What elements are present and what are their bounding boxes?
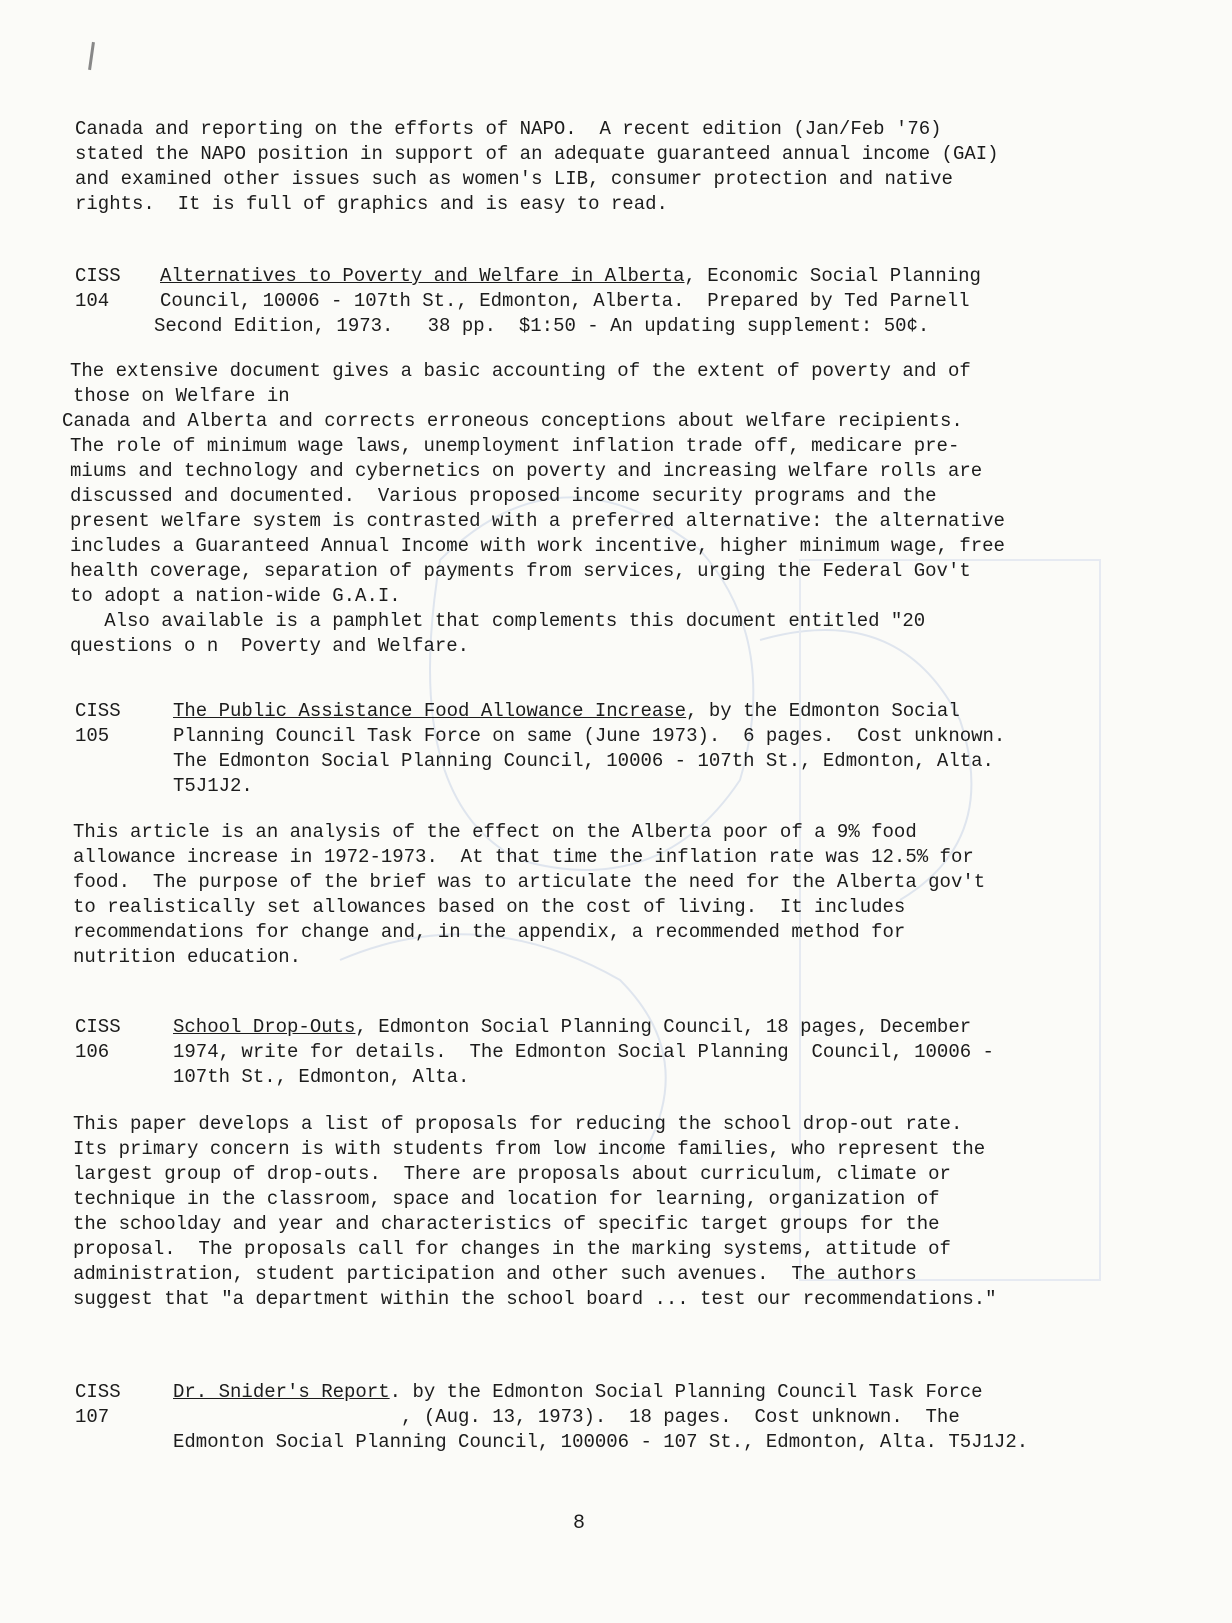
- text-line: The role of minimum wage laws, unemployment inflation trade off, medicare pre-: [70, 435, 960, 457]
- entry-title-rest: , Economic Social Planning: [684, 265, 981, 287]
- entry-description-106: [73, 1112, 997, 1312]
- text-line: technique in the classroom, space and location for learning, organization of: [73, 1188, 940, 1210]
- entry-title: Alternatives to Poverty and Welfare in Alberta: [160, 265, 685, 287]
- entry-code: CISS 106: [75, 1016, 121, 1063]
- text-line: nutrition education.: [73, 946, 302, 968]
- text-line: present welfare system is contrasted with a preferred alternative: the alternative: [70, 510, 1005, 532]
- citation-line: Second Edition, 1973. 38 pp. $1:50 - An updating supplement: 50¢.: [154, 315, 930, 337]
- text-line: Its primary concern is with students from low income families, who represent the: [73, 1138, 986, 1160]
- text-line: rights. It is full of graphics and is easy to read.: [75, 193, 668, 215]
- scan-mark: [88, 42, 95, 70]
- entry-code: CISS 104: [75, 265, 121, 312]
- text-line: Canada and Alberta and corrects erroneous conceptions about welfare recipients.: [62, 410, 963, 432]
- text-line: This article is an analysis of the effect on the Alberta poor of a 9% food: [73, 821, 917, 843]
- text-line: food. The purpose of the brief was to articulate the need for the Alberta gov't: [73, 871, 986, 893]
- text-line: largest group of drop-outs. There are proposals about curriculum, climate or: [73, 1163, 951, 1185]
- citation-line: T5J1J2.: [173, 775, 253, 797]
- text-line: allowance increase in 1972-1973. At that time the inflation rate was 12.5% for: [73, 846, 974, 868]
- text-line: miums and technology and cybernetics on poverty and increasing welfare rolls are: [70, 460, 983, 482]
- text-line: to adopt a nation-wide G.A.I.: [70, 585, 401, 607]
- text-line: This paper develops a list of proposals for reducing the school drop-out rate.: [73, 1113, 963, 1135]
- citation-line: The Edmonton Social Planning Council, 10006 - 107th St., Edmonton, Alta.: [173, 750, 994, 772]
- entry-title: Dr. Snider's Report: [173, 1381, 390, 1403]
- entry-description-105: [73, 820, 985, 970]
- text-line: health coverage, separation of payments from services, urging the Federal Gov't: [70, 560, 971, 582]
- text-line: recommendations for change and, in the appendix, a recommended method for: [73, 921, 906, 943]
- text-line: and examined other issues such as women's LIB, consumer protection and native: [75, 168, 953, 190]
- text-line: proposal. The proposals call for changes in the marking systems, attitude of: [73, 1238, 951, 1260]
- text-line: includes a Guaranteed Annual Income with work incentive, higher minimum wage, free: [70, 535, 1005, 557]
- text-line: Canada and reporting on the efforts of NAPO. A recent edition (Jan/Feb '76): [75, 118, 942, 140]
- entry-citation: [154, 264, 981, 339]
- text-line: suggest that "a department within the school board ... test our recommendations.": [73, 1288, 997, 1310]
- entry-title-rest: , by the Edmonton Social: [686, 700, 960, 722]
- page-number: 8: [573, 1512, 586, 1535]
- text-line: the schoolday and year and characteristics of specific target groups for the: [73, 1213, 940, 1235]
- intro-paragraph: [75, 117, 999, 217]
- citation-line: , (Aug. 13, 1973). 18 pages. Cost unknown. The: [173, 1406, 960, 1428]
- text-line: questions o n Poverty and Welfare.: [70, 635, 470, 657]
- citation-line: Edmonton Social Planning Council, 100006 - 107 St., Edmonton, Alta. T5J1J2.: [173, 1431, 1029, 1453]
- citation-line: Planning Council Task Force on same (June 1973). 6 pages. Cost unknown.: [173, 725, 1006, 747]
- entry-citation: [173, 1380, 1028, 1455]
- text-line: administration, student participation and other such avenues. The authors: [73, 1263, 917, 1285]
- text-line: discussed and documented. Various proposed income security programs and the: [70, 485, 937, 507]
- entry-title: The Public Assistance Food Allowance Increase: [173, 700, 687, 722]
- entry-title-rest: , Edmonton Social Planning Council, 18 pages, December: [355, 1016, 972, 1038]
- text-line: those on Welfare in: [73, 385, 290, 407]
- entry-title: School Drop-Outs: [173, 1016, 356, 1038]
- citation-line: Council, 10006 - 107th St., Edmonton, Alberta. Prepared by Ted Parnell: [160, 290, 970, 312]
- text-line: Also available is a pamphlet that complements this document entitled "20: [70, 610, 926, 632]
- text-line: stated the NAPO position in support of an adequate guaranteed annual income (GAI): [75, 143, 999, 165]
- citation-line: 1974, write for details. The Edmonton Social Planning Council, 10006 -: [173, 1041, 994, 1063]
- citation-line: 107th St., Edmonton, Alta.: [173, 1066, 470, 1088]
- entry-citation: [173, 1015, 994, 1090]
- text-line: The extensive document gives a basic accounting of the extent of poverty and of: [70, 360, 971, 382]
- entry-citation: [173, 699, 1005, 799]
- text-line: to realistically set allowances based on the cost of living. It includes: [73, 896, 906, 918]
- entry-description-104: [62, 359, 1005, 659]
- entry-code: CISS 105: [75, 700, 121, 747]
- entry-code: CISS 107: [75, 1381, 121, 1428]
- entry-title-rest: . by the Edmonton Social Planning Council Task Force: [389, 1381, 983, 1403]
